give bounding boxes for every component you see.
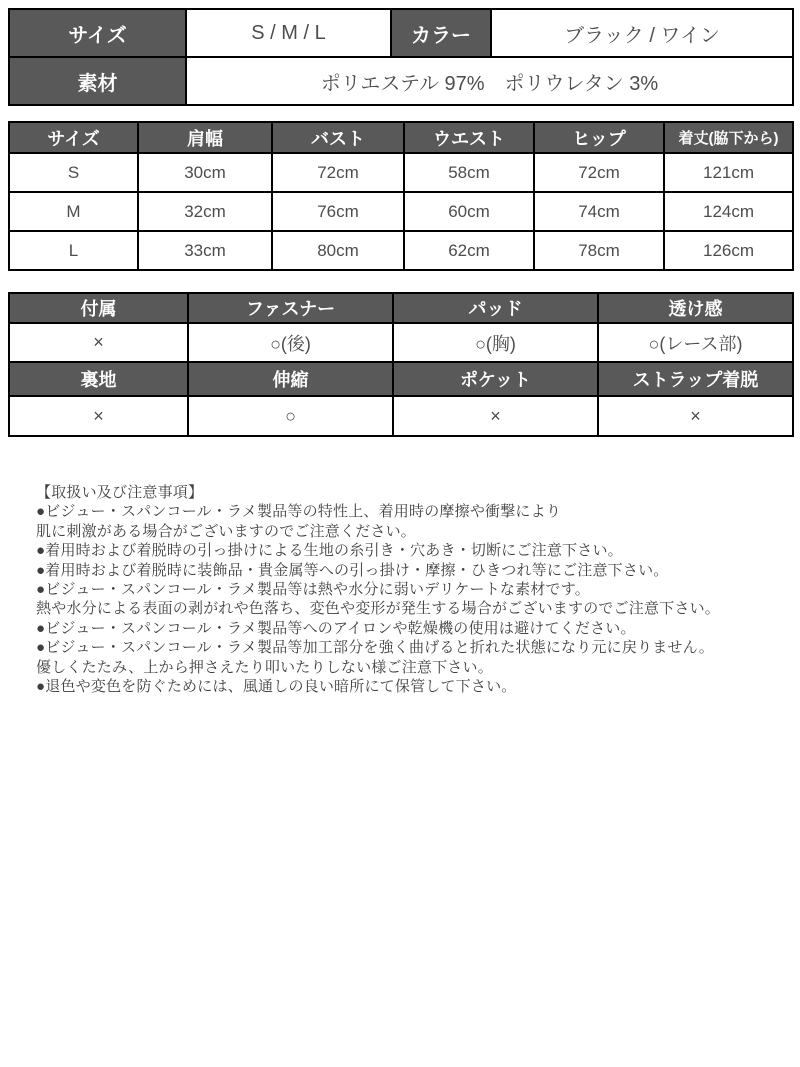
color-value: ブラック / ワイン — [491, 9, 793, 57]
header-pocket: ポケット — [393, 362, 598, 396]
care-notice-line: ●ビジュー・スパンコール・ラメ製品等は熱や水分に弱いデリケートな素材です。 — [36, 581, 590, 599]
measurements-header-row — [9, 122, 793, 153]
material-label: 素材 — [9, 57, 186, 105]
value-pocket: × — [393, 396, 598, 436]
cell-l-length: 126cm — [664, 231, 793, 270]
cell-s-length: 121cm — [664, 153, 793, 192]
care-notice-line: ●着用時および着脱時の引っ掛けによる生地の糸引き・穴あき・切断にご注意下さい。 — [36, 542, 623, 560]
table-row-size-s — [9, 153, 793, 192]
cell-l-hip: 78cm — [534, 231, 664, 270]
material-row — [9, 57, 793, 105]
features-header-row-1 — [9, 293, 793, 323]
features-value-row-1 — [9, 323, 793, 362]
care-notice-line: ●ビジュー・スパンコール・ラメ製品等の特性上、着用時の摩擦や衝撃により — [36, 503, 562, 521]
value-lining: × — [9, 396, 188, 436]
care-notice-line: 肌に刺激がある場合がございますのでご注意ください。 — [36, 522, 417, 540]
care-notice-title: 【取扱い及び注意事項】 — [36, 484, 204, 501]
cell-l-waist: 62cm — [404, 231, 534, 270]
col-header-bust: バスト — [272, 122, 404, 153]
care-notice-line: ●ビジュー・スパンコール・ラメ製品等加工部分を強く曲げると折れた状態になり元に戻りません。 — [36, 639, 714, 657]
size-color-row — [9, 9, 793, 57]
care-notice — [36, 483, 780, 696]
care-notice-line: ●ビジュー・スパンコール・ラメ製品等へのアイロンや乾燥機の使用は避けてください。 — [36, 619, 636, 637]
value-stretch: ○ — [188, 396, 393, 436]
cell-s-bust: 72cm — [272, 153, 404, 192]
care-notice-line: ●着用時および着脱時に装飾品・貴金属等への引っ掛け・摩擦・ひきつれ等にご注意下さい。 — [36, 561, 669, 579]
features-table — [8, 292, 794, 437]
care-notice-line: 優しくたたみ、上から押さえたり叩いたりしない様ご注意下さい。 — [36, 658, 493, 676]
features-header-row-2 — [9, 362, 793, 396]
header-sheerness: 透け感 — [598, 293, 793, 323]
col-header-shoulder: 肩幅 — [138, 122, 272, 153]
cell-m-bust: 76cm — [272, 192, 404, 231]
table-row-size-m — [9, 192, 793, 231]
cell-l-shoulder: 33cm — [138, 231, 272, 270]
cell-m-length: 124cm — [664, 192, 793, 231]
cell-s-hip: 72cm — [534, 153, 664, 192]
value-accessories: × — [9, 323, 188, 362]
header-accessories: 付属 — [9, 293, 188, 323]
value-fastener: ○(後) — [188, 323, 393, 362]
header-lining: 裏地 — [9, 362, 188, 396]
cell-l-size: L — [9, 231, 138, 270]
header-pad: パッド — [393, 293, 598, 323]
table-row-size-l — [9, 231, 793, 270]
size-color-material-table — [8, 8, 794, 106]
measurements-table — [8, 121, 794, 271]
cell-m-size: M — [9, 192, 138, 231]
header-fastener: ファスナー — [188, 293, 393, 323]
col-header-length: 着丈(脇下から) — [664, 122, 793, 153]
cell-m-waist: 60cm — [404, 192, 534, 231]
care-notice-line: 熱や水分による表面の剥がれや色落ち、変色や変形が発生する場合がございますのでご注意下さい。 — [36, 600, 721, 618]
cell-m-shoulder: 32cm — [138, 192, 272, 231]
size-label: サイズ — [9, 9, 186, 57]
value-pad: ○(胸) — [393, 323, 598, 362]
material-value: ポリエステル 97% ポリウレタン 3% — [186, 57, 793, 105]
cell-m-hip: 74cm — [534, 192, 664, 231]
color-label: カラー — [391, 9, 491, 57]
care-notice-line: ●退色や変色を防ぐためには、風通しの良い暗所にて保管して下さい。 — [36, 678, 517, 696]
value-strap: × — [598, 396, 793, 436]
col-header-hip: ヒップ — [534, 122, 664, 153]
value-sheerness: ○(レース部) — [598, 323, 793, 362]
cell-s-waist: 58cm — [404, 153, 534, 192]
col-header-size: サイズ — [9, 122, 138, 153]
cell-s-shoulder: 30cm — [138, 153, 272, 192]
header-stretch: 伸縮 — [188, 362, 393, 396]
cell-l-bust: 80cm — [272, 231, 404, 270]
cell-s-size: S — [9, 153, 138, 192]
header-strap: ストラップ着脱 — [598, 362, 793, 396]
col-header-waist: ウエスト — [404, 122, 534, 153]
size-value: S / M / L — [186, 9, 391, 57]
features-value-row-2 — [9, 396, 793, 436]
